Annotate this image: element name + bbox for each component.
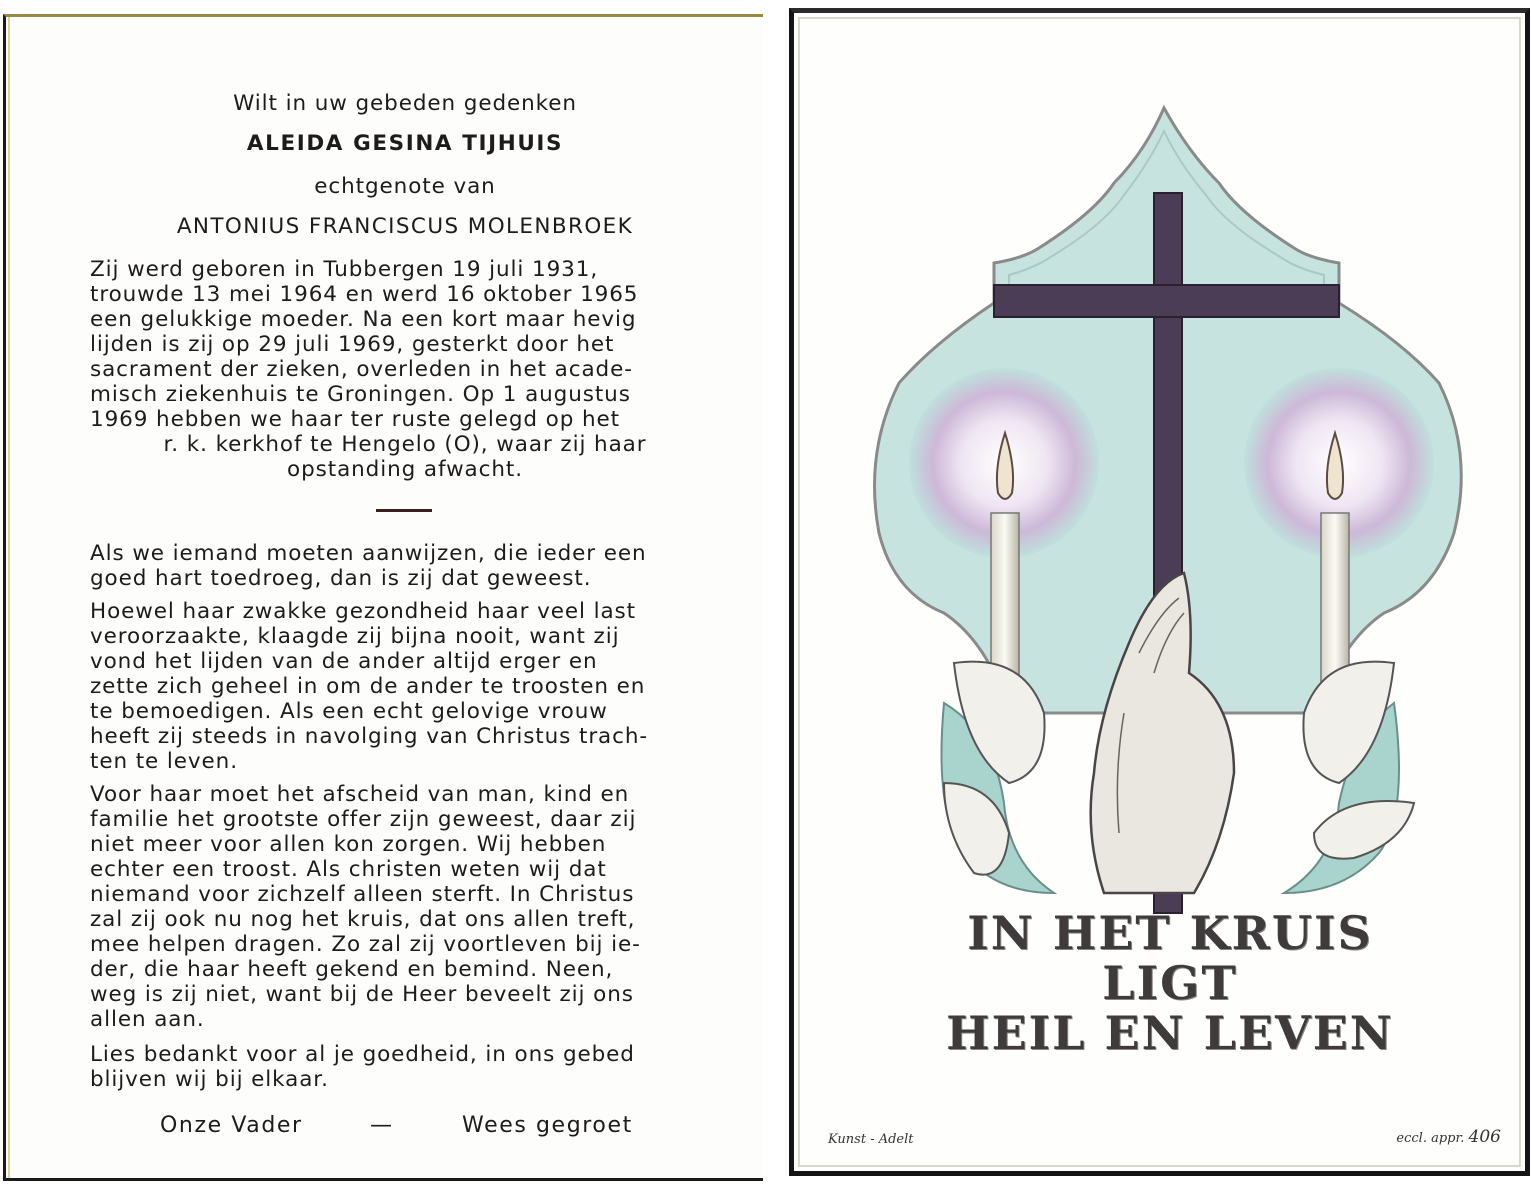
- motto-line-1: IN HET KRUIS: [967, 906, 1373, 960]
- bio-line: r. k. kerkhof te Hengelo (O), waar zij haar: [163, 432, 647, 457]
- devotional-image-card: [789, 8, 1530, 1176]
- bio-line: trouwde 13 mei 1964 en werd 16 oktober 1965: [90, 282, 639, 307]
- approval-credit: [1396, 1127, 1501, 1147]
- approval-number: 406: [1468, 1127, 1501, 1147]
- text-line: familie het grootste offer zijn geweest, daar zij: [90, 807, 637, 832]
- text-line: mee helpen dragen. Zo zal zij voortleven bij ie-: [90, 932, 641, 957]
- text-line: te bemoedigen. Als een echt gelovige vrouw: [90, 699, 608, 724]
- motto-line-2: LIGT: [1102, 956, 1238, 1010]
- text-line: niet meer voor allen kon zorgen. Wij hebben: [90, 832, 607, 857]
- text-line: heeft zij steeds in navolging van Christus trach-: [90, 724, 649, 749]
- text-line: allen aan.: [90, 1007, 205, 1032]
- text-line: niemand voor zichzelf alleen sterft. In Christus: [90, 882, 635, 907]
- approval-label: eccl. appr.: [1396, 1131, 1465, 1146]
- bio-line: opstanding afwacht.: [287, 457, 523, 482]
- relation-line: echtgenote van: [314, 174, 496, 199]
- deceased-name: ALEIDA GESINA TIJHUIS: [246, 131, 564, 156]
- cross-horizontal: [994, 285, 1339, 317]
- text-line: veroorzaakte, klaagde zij bijna nooit, want zij: [90, 624, 620, 649]
- bio-line: 1969 hebben we haar ter ruste gelegd op het: [90, 407, 620, 432]
- text-line: Lies bedankt voor al je goedheid, in ons gebed: [90, 1042, 635, 1067]
- text-line: Voor haar moet het afscheid van man, kind en: [90, 782, 630, 807]
- text-line: weg is zij niet, want bij de Heer beveelt zij ons: [90, 982, 634, 1007]
- text-line: Als we iemand moeten aanwijzen, die ieder een: [90, 541, 647, 566]
- text-line: echter een troost. Als christen weten wij dat: [90, 857, 607, 882]
- text-line: der, die haar heeft gekend en bemind. Neen,: [90, 957, 614, 982]
- right-lily-lower: [1314, 801, 1414, 859]
- prayer-hail-mary: Wees gegroet: [462, 1113, 633, 1138]
- bio-line: een gelukkige moeder. Na een kort maar hevig: [90, 307, 637, 332]
- bio-line: lijden is zij op 29 juli 1969, gesterkt door het: [90, 332, 615, 357]
- intro-line: Wilt in uw gebeden gedenken: [233, 91, 577, 116]
- spouse-name: ANTONIUS FRANCISCUS MOLENBROEK: [176, 214, 634, 239]
- artist-credit: Kunst - Adelt: [828, 1132, 914, 1147]
- prayer-separator: —: [370, 1113, 394, 1138]
- text-line: ten te leven.: [90, 749, 238, 774]
- text-line: zette zich geheel in om de ander te troosten en: [90, 674, 646, 699]
- text-line: zal zij ook nu nog het kruis, dat ons allen treft,: [90, 907, 636, 932]
- section-divider: [376, 509, 432, 512]
- text-line: blijven wij bij elkaar.: [90, 1067, 329, 1092]
- text-line: vond het lijden van de ander altijd erger en: [90, 649, 598, 674]
- bio-line: Zij werd geboren in Tubbergen 19 juli 1931,: [90, 257, 599, 282]
- motto-line-3: HEIL EN LEVEN: [946, 1006, 1394, 1060]
- memorial-text-card: [3, 14, 763, 1181]
- bio-line: misch ziekenhuis te Groningen. Op 1 augustus: [90, 382, 631, 407]
- text-line: Hoewel haar zwakke gezondheid haar veel last: [90, 599, 636, 624]
- text-line: goed hart toedroeg, dan is zij dat geweest.: [90, 566, 592, 591]
- prayer-our-father: Onze Vader: [160, 1113, 303, 1138]
- bio-line: sacrament der zieken, overleden in het acade-: [90, 357, 633, 382]
